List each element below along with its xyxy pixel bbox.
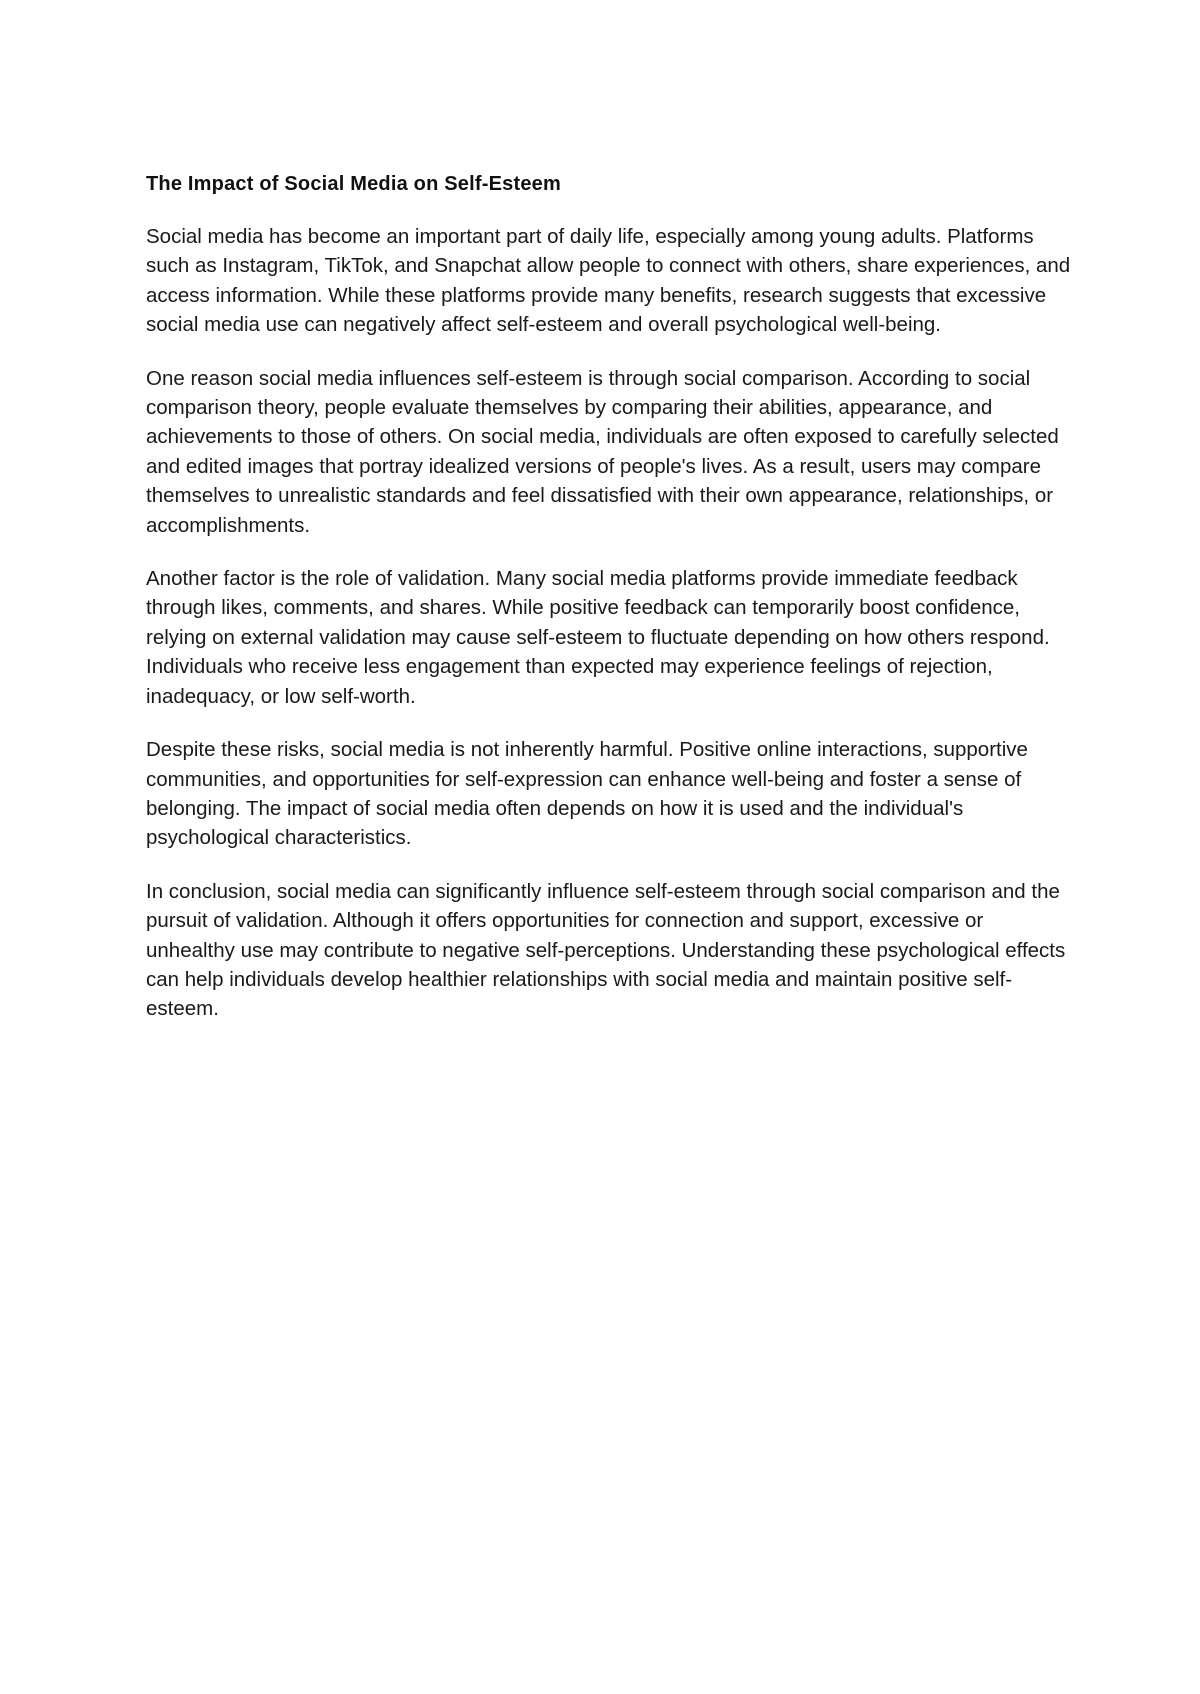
document-body	[146, 170, 1071, 1048]
paragraph-social-comparison: One reason social media influences self-esteem is through social comparison. According to social comparison theory, people evaluate themselves by comparing their abilities, appearance, and achievements to those of others. On social media, individuals are often exposed to carefully selected and edited images that portray idealized versions of people's lives. As a result, users may compare themselves to unrealistic standards and feel dissatisfied with their own appearance, relationships, or accomplishments.	[146, 366, 1059, 537]
paragraph-validation: Another factor is the role of validation. Many social media platforms provide immediate feedback through likes, comments, and shares. While positive feedback can temporarily boost confidence, relying on external validation may cause self-esteem to fluctuate depending on how others respond. Individuals who receive less engagement than expected may experience feelings of rejection, inadequacy, or low self-worth.	[146, 567, 1050, 708]
paragraph-conclusion: In conclusion, social media can significantly influence self-esteem through social comparison and the pursuit of validation. Although it offers opportunities for connection and support, excessive or unhealthy use may contribute to negative self-perceptions. Understanding these psychological effects can help individuals develop healthier relationships with social media and maintain positive self-esteem.	[146, 879, 1066, 1021]
paragraph-benefits: Despite these risks, social media is not inherently harmful. Positive online interactions, supportive communities, and opportunities for self-expression can enhance well-being and foster a sense of belonging. The impact of social media often depends on how it is used and the individual's psychological characteristics.	[146, 738, 1028, 850]
document-title: The Impact of Social Media on Self-Esteem	[146, 173, 561, 195]
paragraph-introduction: Social media has become an important part of daily life, especially among young adults. Platforms such as Instagram, TikTok, and Snapchat allow people to connect with others, share experiences, and access information. While these platforms provide many benefits, research suggests that excessive social media use can negatively affect self-esteem and overall psychological well-being.	[146, 225, 1071, 337]
